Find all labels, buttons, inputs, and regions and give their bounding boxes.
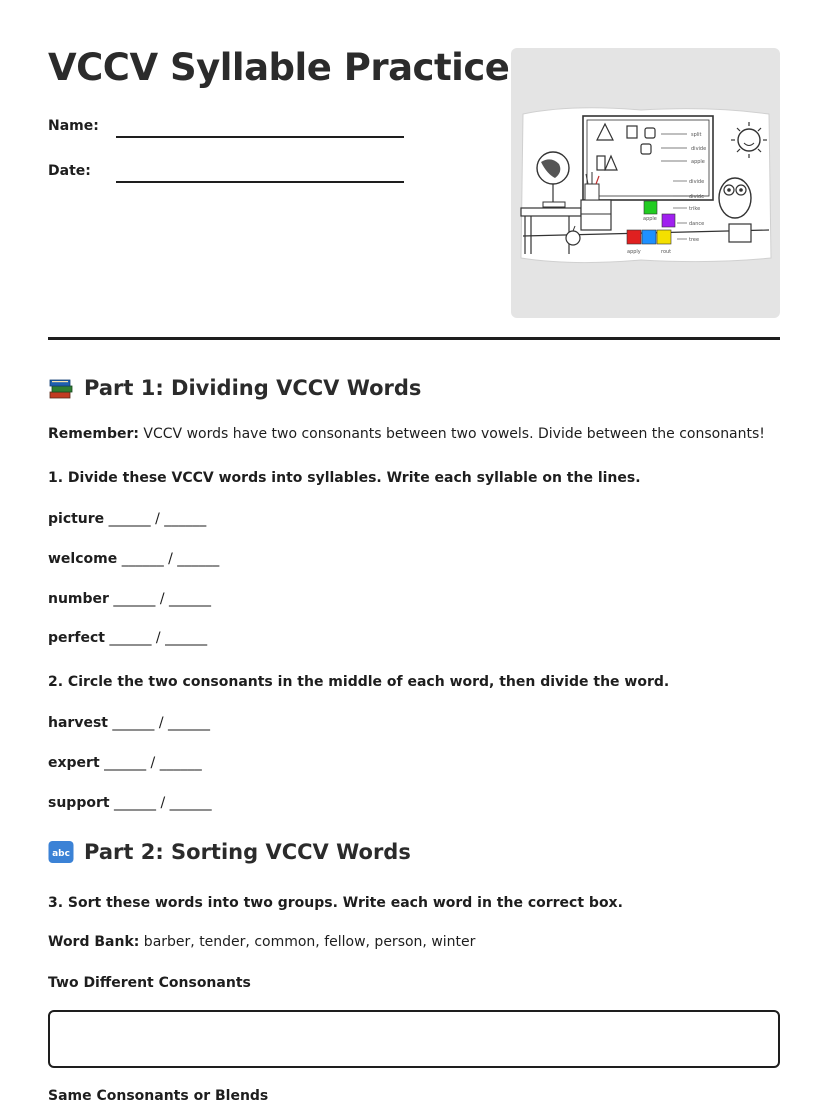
exercise-word: support [48, 795, 110, 811]
illus-label: divide [691, 146, 707, 152]
books-icon [48, 376, 74, 400]
exercise-word: number [48, 591, 109, 607]
syllable-blanks[interactable]: ______ / ______ [109, 630, 208, 646]
exercise-row[interactable] [48, 795, 212, 811]
exercise-row[interactable] [48, 715, 210, 731]
illus-label: dance [689, 221, 705, 227]
illus-label: apple [691, 159, 705, 165]
exercise-word: perfect [48, 630, 105, 646]
illus-label: divide [689, 194, 705, 200]
illus-label: split [691, 132, 702, 138]
classroom-illustration [511, 48, 780, 318]
remember-text: VCCV words have two consonants between two vowels. Divide between the consonants! [138, 426, 765, 442]
question-3: 3. Sort these words into two groups. Write each word in the correct box. [48, 895, 623, 911]
syllable-blanks[interactable]: ______ / ______ [114, 795, 212, 811]
word-bank-label: Word Bank: [48, 934, 140, 950]
question-1: 1. Divide these VCCV words into syllables. Write each syllable on the lines. [48, 470, 641, 486]
remember-label: Remember: [48, 426, 139, 442]
date-label: Date: [48, 163, 91, 179]
part1-title: Part 1: Dividing VCCV Words [84, 376, 422, 400]
remember-note [48, 426, 765, 442]
exercise-word: picture [48, 511, 105, 527]
part1-heading [48, 376, 421, 400]
page-title: VCCV Syllable Practice [48, 46, 510, 89]
exercise-word: expert [48, 755, 100, 771]
group-1-label: Two Different Consonants [48, 975, 251, 991]
classroom-illustration-icon [511, 48, 780, 318]
word-bank-words: barber, tender, common, fellow, person, winter [139, 934, 476, 950]
name-line[interactable] [116, 136, 404, 138]
abc-icon [48, 840, 74, 864]
name-label: Name: [48, 118, 99, 134]
date-line[interactable] [116, 181, 404, 183]
syllable-blanks[interactable]: ______ / ______ [104, 755, 202, 771]
illus-label: apply [627, 249, 641, 255]
exercise-word: harvest [48, 715, 108, 731]
illus-label: divide [689, 179, 705, 185]
exercise-word: welcome [48, 551, 118, 567]
illus-label: trike [689, 206, 701, 212]
exercise-row[interactable] [48, 591, 211, 607]
illus-label: rout [661, 249, 672, 255]
syllable-blanks[interactable]: ______ / ______ [113, 591, 212, 607]
syllable-blanks[interactable]: ______ / ______ [112, 715, 211, 731]
exercise-row[interactable] [48, 755, 202, 771]
header-divider [48, 337, 780, 340]
group-2-label: Same Consonants or Blends [48, 1088, 269, 1104]
svg-text:abc: abc [52, 849, 70, 859]
part2-title: Part 2: Sorting VCCV Words [84, 840, 411, 864]
exercise-row[interactable] [48, 630, 207, 646]
question-2: 2. Circle the two consonants in the middle of each word, then divide the word. [48, 674, 670, 690]
exercise-row[interactable] [48, 551, 219, 567]
illus-label: tree [689, 237, 700, 243]
group-1-answer-box[interactable] [48, 1010, 780, 1068]
illus-label: apple [643, 216, 657, 222]
part2-heading [48, 840, 411, 864]
word-bank [48, 934, 475, 950]
syllable-blanks[interactable]: ______ / ______ [108, 511, 207, 527]
exercise-row[interactable] [48, 511, 206, 527]
syllable-blanks[interactable]: ______ / ______ [121, 551, 220, 567]
